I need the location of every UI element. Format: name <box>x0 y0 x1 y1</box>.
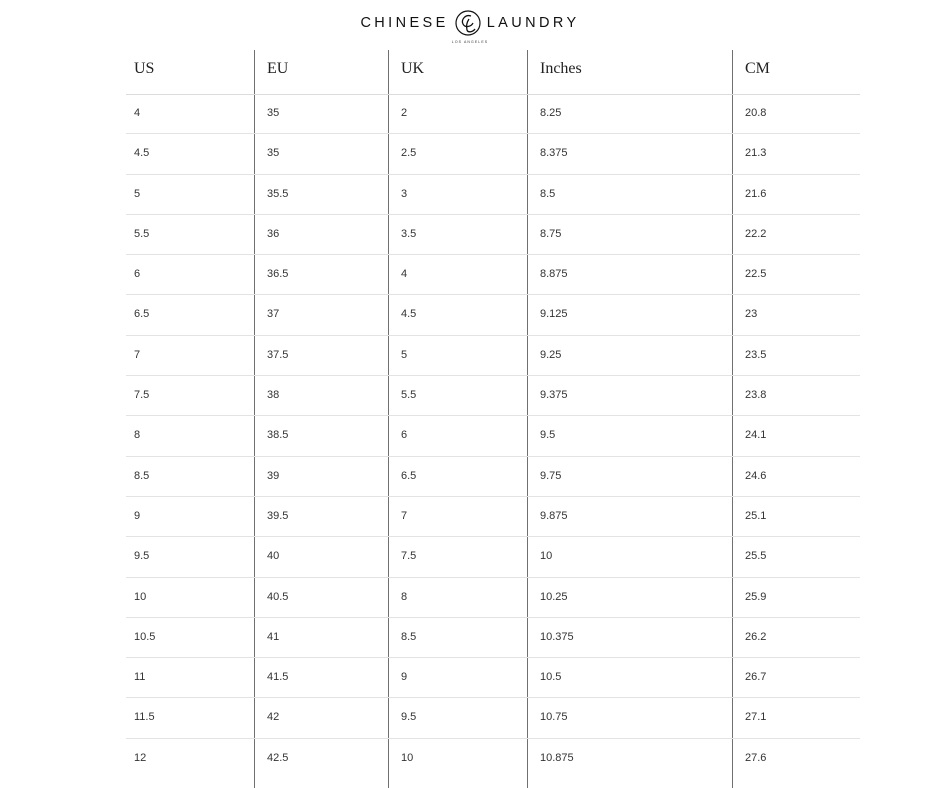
cell-inches: 9.75 <box>540 469 562 482</box>
brand-subtitle: LOS ANGELES <box>451 40 489 44</box>
brand-logo <box>0 8 940 48</box>
cell-uk: 6.5 <box>401 469 417 482</box>
table-row <box>126 537 860 577</box>
cell-uk: 2.5 <box>401 147 417 160</box>
cell-us: 5.5 <box>134 227 150 240</box>
cell-cm: 25.5 <box>745 550 767 563</box>
cell-uk: 6 <box>401 429 408 442</box>
cell-cm: 27.1 <box>745 711 767 724</box>
table-row <box>126 618 860 658</box>
cell-us: 10 <box>134 590 147 603</box>
cell-cm: 25.9 <box>745 590 767 603</box>
table-header-row <box>126 50 860 95</box>
cell-cm: 23 <box>745 308 758 321</box>
cell-uk: 5.5 <box>401 389 417 402</box>
cell-uk: 10 <box>401 751 414 764</box>
cell-inches: 8.25 <box>540 107 562 119</box>
cell-eu: 41 <box>267 630 280 643</box>
table-row <box>126 416 860 456</box>
cell-inches: 9.375 <box>540 389 568 402</box>
header-inches: Inches <box>540 60 582 77</box>
cell-uk: 8 <box>401 590 408 603</box>
cell-eu: 40 <box>267 550 280 563</box>
cell-inches: 8.5 <box>540 187 556 200</box>
cell-eu: 36 <box>267 227 280 240</box>
cell-uk: 5 <box>401 348 408 361</box>
cell-cm: 22.2 <box>745 227 767 240</box>
cell-us: 9.5 <box>134 550 150 563</box>
cell-inches: 9.5 <box>540 429 556 442</box>
cell-inches: 9.25 <box>540 348 562 361</box>
cell-cm: 26.7 <box>745 671 767 684</box>
cell-cm: 21.6 <box>745 187 767 200</box>
cell-us: 6.5 <box>134 308 150 321</box>
cell-eu: 38 <box>267 389 280 402</box>
table-row <box>126 255 860 295</box>
table-row <box>126 215 860 255</box>
cell-eu: 41.5 <box>267 671 289 684</box>
table-row <box>126 94 860 134</box>
cell-us: 4.5 <box>134 147 150 160</box>
cell-cm: 24.1 <box>745 429 767 442</box>
table-body <box>126 94 860 779</box>
table-row <box>126 376 860 416</box>
cell-uk: 3.5 <box>401 227 417 240</box>
cell-us: 7.5 <box>134 389 150 402</box>
cell-us: 12 <box>134 751 147 764</box>
cell-inches: 10.5 <box>540 671 562 684</box>
header-us: US <box>134 60 155 77</box>
cell-inches: 10 <box>540 550 553 563</box>
table-row <box>126 457 860 497</box>
cell-eu: 39.5 <box>267 509 289 522</box>
cell-cm: 23.5 <box>745 348 767 361</box>
cell-us: 4 <box>134 107 141 119</box>
cell-eu: 37.5 <box>267 348 289 361</box>
cell-uk: 8.5 <box>401 630 417 643</box>
cell-us: 8.5 <box>134 469 150 482</box>
cell-inches: 8.875 <box>540 268 568 281</box>
cell-eu: 37 <box>267 308 280 321</box>
cl-monogram-icon <box>453 8 483 38</box>
cell-us: 10.5 <box>134 630 156 643</box>
table-row <box>126 698 860 738</box>
cell-cm: 24.6 <box>745 469 767 482</box>
table-row <box>126 658 860 698</box>
cell-eu: 36.5 <box>267 268 289 281</box>
cell-inches: 10.875 <box>540 751 574 764</box>
cell-eu: 35.5 <box>267 187 289 200</box>
cell-inches: 9.125 <box>540 308 568 321</box>
cell-eu: 42.5 <box>267 751 289 764</box>
cell-inches: 10.75 <box>540 711 568 724</box>
cell-us: 11 <box>134 671 146 684</box>
brand-logo-line <box>360 8 579 38</box>
table-row <box>126 134 860 174</box>
cell-inches: 8.75 <box>540 227 562 240</box>
cell-uk: 9.5 <box>401 711 417 724</box>
table-row <box>126 175 860 215</box>
table-row <box>126 336 860 376</box>
cell-uk: 4.5 <box>401 308 417 321</box>
cell-us: 8 <box>134 429 141 442</box>
cell-us: 6 <box>134 268 141 281</box>
brand-left-word: CHINESE <box>360 14 449 31</box>
cell-uk: 7 <box>401 509 408 522</box>
cell-us: 9 <box>134 509 141 522</box>
cell-us: 11.5 <box>134 711 155 724</box>
cell-inches: 10.375 <box>540 630 574 643</box>
cell-inches: 9.875 <box>540 509 568 522</box>
cell-uk: 4 <box>401 268 408 281</box>
table-row <box>126 497 860 537</box>
table-row <box>126 739 860 779</box>
header-cm: CM <box>745 60 770 77</box>
cell-eu: 40.5 <box>267 590 289 603</box>
cell-cm: 21.3 <box>745 147 767 160</box>
cell-eu: 39 <box>267 469 280 482</box>
cell-uk: 7.5 <box>401 550 417 563</box>
cell-us: 7 <box>134 348 141 361</box>
cell-us: 5 <box>134 187 141 200</box>
cell-eu: 38.5 <box>267 429 289 442</box>
cell-cm: 20.8 <box>745 107 767 119</box>
cell-eu: 35 <box>267 147 280 160</box>
cell-cm: 23.8 <box>745 389 767 402</box>
cell-eu: 35 <box>267 107 280 119</box>
brand-right-word: LAUNDRY <box>486 14 580 31</box>
header-eu: EU <box>267 60 289 77</box>
cell-inches: 10.25 <box>540 590 568 603</box>
cell-uk: 3 <box>401 187 408 200</box>
cell-eu: 42 <box>267 711 280 724</box>
table-row <box>126 578 860 618</box>
header-uk: UK <box>401 60 425 77</box>
cell-cm: 25.1 <box>745 509 767 522</box>
cell-cm: 22.5 <box>745 268 767 281</box>
cell-uk: 2 <box>401 107 408 119</box>
cell-inches: 8.375 <box>540 147 568 160</box>
cell-cm: 26.2 <box>745 630 767 643</box>
cell-cm: 27.6 <box>745 751 767 764</box>
cell-uk: 9 <box>401 671 408 684</box>
table-row <box>126 295 860 335</box>
